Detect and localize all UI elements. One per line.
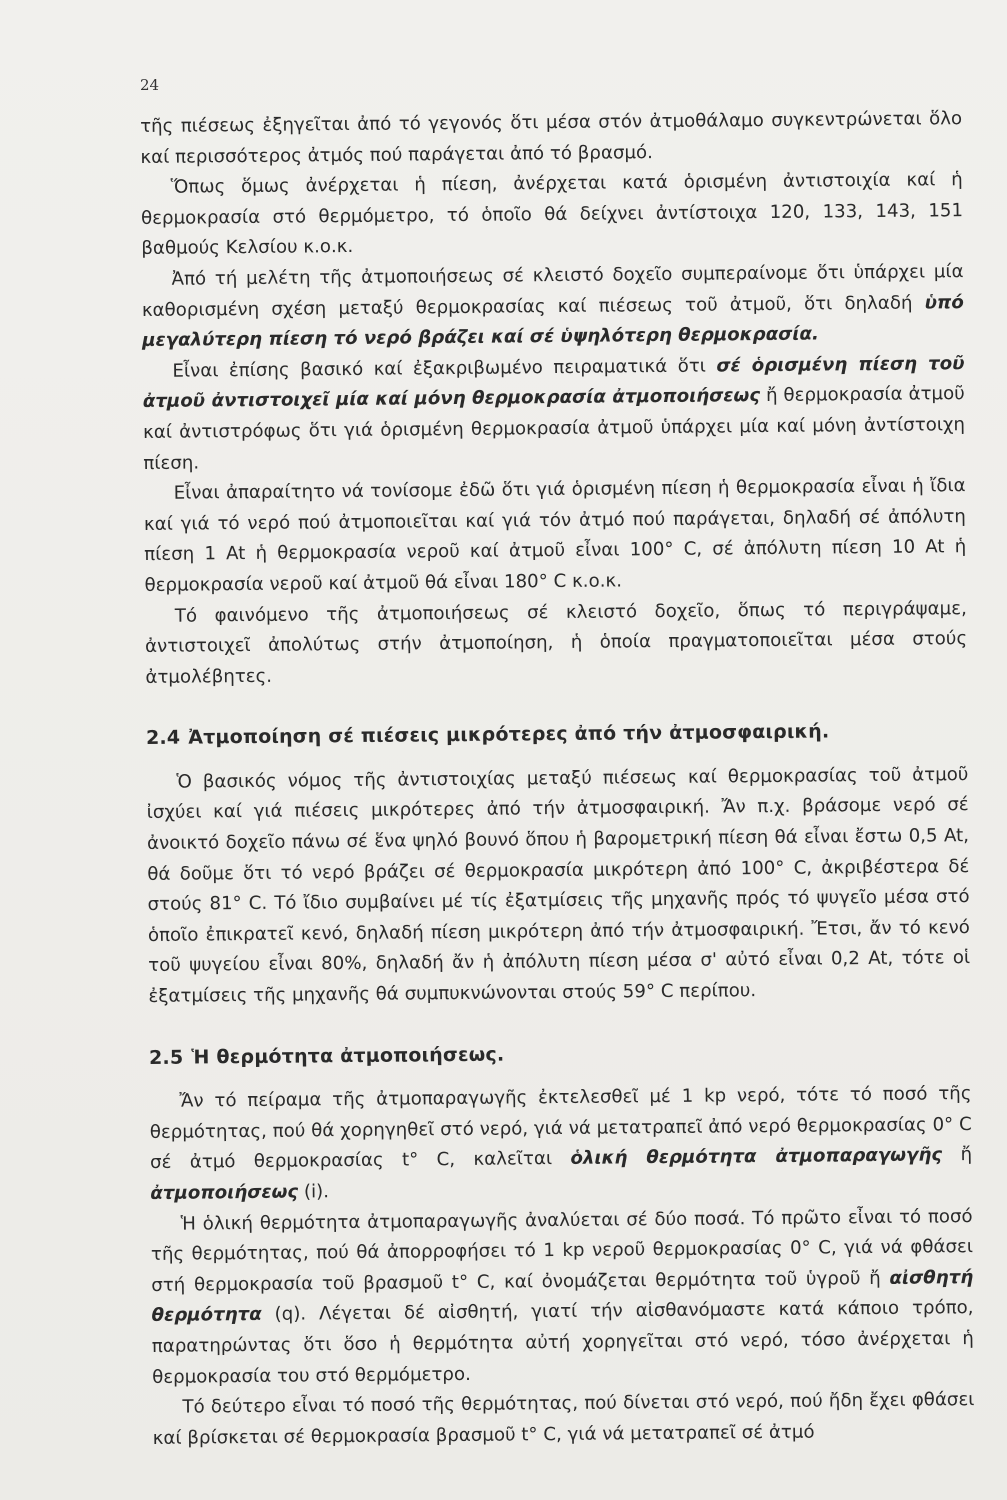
text-run: ἤ θερμοκρασία ἀτμοῦ καί ἀντιστρόφως ὅτι γιά ὁρισμένη θερμοκρασία ἀτμοῦ ὑπάρχει μία καί μόνη ἀντίστοιχη πίεση. [142,383,966,474]
text-run: (q). Λέγεται δέ αἰσθητή, γιατί τήν αἰσθανόμαστε κατά κάποιο τρόπο, παρατηρώντας ὅτι ὅσο ἡ θερμότητα αὐτή χορηγεῖται στό νερό, τόσο ἀνέρχεται ἡ θερμοκρασία του στό θερμόμετρο. [151,1297,974,1388]
emphasized-text: ὑπό μεγαλύτερη πίεση τό νερό βράζει καί σέ ὑψηλότερη θερμοκρασία. [142,291,964,352]
emphasized-text: σέ ὁρισμένη πίεση τοῦ ἀτμοῦ ἀντιστοιχεῖ μία καί μόνη θερμοκρασία ἀτμοποιήσεως [142,352,965,413]
paragraph [152,1385,975,1454]
text-run: Εἶναι ἐπίσης βασικό καί ἐξακριβωμένο πειραματικά ὅτι [172,355,717,382]
text-run: Εἶναι ἀπαραίτητο νά τονίσομε ἐδῶ ὅτι γιά ὁρισμένη πίεση ἡ θερμοκρασία εἶναι ἡ ἴδια καί γιά τό νερό πού ἀτμοποιεῖται καί γιά τόν ἀτμό πού παράγεται, δηλαδή σέ ἀπόλυτη πίεση 1 At ἡ θερμοκρασία νεροῦ καί ἀτμοῦ εἶναι 100° C, σέ ἀπόλυτη πίεση 10 At ἡ θερμοκρασία νεροῦ καί ἀτμοῦ θά εἶναι 180° C κ.ο.κ. [143,475,967,596]
paragraph [149,1079,972,1209]
text-run: Ἡ ὁλική θερμότητα ἀτμοπαραγωγῆς ἀναλύεται σέ δύο ποσά. Τό πρῶτο εἶναι τό ποσό τῆς θερμότητας, πού θά ἀπορροφήσει τό 1 kp νεροῦ θερμοκρασίας 0° C, γιά νά φθάσει στή θερμοκρασία τοῦ βρασμοῦ t° C, καί ὀνομάζεται θερμότητα τοῦ ὑγροῦ ἤ [150,1205,974,1296]
text-run: Τό δεύτερο εἶναι τό ποσό τῆς θερμότητας, πού δίνεται στό νερό, πού ἤδη ἔχει φθάσει καί βρίσκεται σέ θερμοκρασία βρασμοῦ t° C, γιά νά μετατραπεῖ σέ ἀτμό [152,1389,975,1449]
text-run: Ἀπό τή μελέτη τῆς ἀτμοποιήσεως σέ κλειστό δοχεῖο συμπεραίνομε ὅτι ὑπάρχει μία καθορισμένη σχέση μεταξύ θερμοκρασίας καί πιέσεως τοῦ ἀτμοῦ, ὅτι δηλαδή [141,261,964,321]
paragraph [151,1202,975,1393]
intro-paragraphs [140,104,968,693]
section-title: Ἀτμοποίηση σέ πιέσεις μικρότερες ἀπό τήν ἀτμοσφαιρική. [188,720,830,749]
text-run: (i). [298,1181,330,1203]
paragraph [146,760,970,1013]
section-title: Ἡ θερμότητα ἀτμοποιήσεως. [191,1043,505,1069]
emphasized-text: ὁλική θερμότητα ἀτμοπαραγωγῆς [570,1144,943,1170]
section-2-4-heading [146,715,968,753]
text-run: Τό φαινόμενο τῆς ἀτμοποιήσεως σέ κλειστό δοχεῖο, ὅπως τό περιγράψαμε, ἀντιστοιχεῖ ἀπολύτως στήν ἀτμοποίηση, ἡ ὁποία πραγματοποιεῖται μέσα στούς ἀτμολέβητες. [145,597,968,688]
paragraph [144,471,967,601]
section-2-4-body [146,760,970,1013]
paragraph [140,104,963,173]
text-run: Ὅπως ὅμως ἀνέρχεται ἡ πίεση, ἀνέρχεται κατά ὁρισμένη ἀντιστοιχία καί ἡ θερμοκρασία στό θερμόμετρο, τό ὁποῖο θά δείχνει ἀντίστοιχα 120, 133, 143, 151 βαθμούς Κελσίου κ.ο.κ. [140,169,964,260]
section-number: 2.4 [145,726,181,750]
text-run: τῆς πιέσεως ἐξηγεῖται ἀπό τό γεγονός ὅτι μέσα στόν ἀτμοθάλαμο συγκεντρώνεται ὅλο καί περισσότερος ἀτμός πού παράγεται ἀπό τό βρασμό. [140,108,963,168]
paragraph [141,165,964,265]
text-run: Ἄν τό πείραμα τῆς ἀτμοπαραγωγῆς ἐκτελεσθεῖ μέ 1 kp νερό, τότε τό ποσό τῆς θερμότητας, πού θά χορηγηθεῖ στό νερό, γιά νά μετατραπεῖ ἀπό νερό θερμοκρασίας 0° C σέ ἀτμό θερμοκρασίας t° C, καλεῖται [149,1083,972,1174]
section-number: 2.5 [148,1046,184,1069]
emphasized-text: αἰσθητή θερμότητα [151,1266,974,1327]
paragraph [141,257,964,357]
text-run: Ὁ βασικός νόμος τῆς ἀντιστοιχίας μεταξύ πιέσεως καί θερμοκρασίας τοῦ ἀτμοῦ ἰσχύει καί γιά πιέσεις μικρότερες ἀπό τήν ἀτμοσφαιρική. Ἄν π.χ. βράσομε νερό σέ ἀνοικτό δοχεῖο πάνω σέ ἕνα ψηλό βουνό ὅπου ἡ βαρομετρική πίεση θά εἶναι ἔστω 0,5 At, θά δοῦμε ὅτι τό νερό βράζει σέ θερμοκρασία μικρότερη ἀπό 100° C, ἀκριβέστερα δέ στούς 81° C. Τό ἴδιο συμβαίνει μέ τίς ἐξατμίσεις τῆς μηχανῆς πρός τό ψυγεῖο μέσα στό ὁποῖο ἐπικρατεῖ κενό, δηλαδή πίεση μικρότερη ἀπό τήν ἀτμοσφαιρική. Ἔτσι, ἄν τό κενό τοῦ ψυγείου εἶναι 80%, δηλαδή ἄν ἡ ἀπόλυτη πίεση μέσα σ' αὐτό εἶναι 0,2 At, τότε οἱ ἐξατμίσεις τῆς μηχανῆς θά συμπυκνώνονται στούς 59° C περίπου. [146,763,971,1007]
text-run: ἤ [942,1144,973,1166]
emphasized-text: ἀτμοποιήσεως [150,1181,299,1204]
section-2-5-body [149,1079,974,1454]
paragraph [145,594,968,694]
text-block [140,104,975,1454]
page-number: 24 [140,76,160,94]
paragraph [142,349,965,479]
section-2-5-heading [149,1035,971,1073]
